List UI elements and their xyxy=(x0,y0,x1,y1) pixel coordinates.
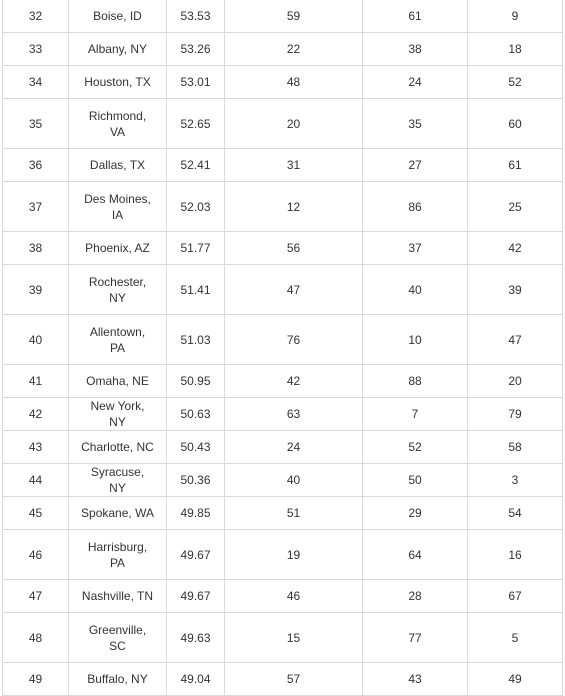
metric-c-cell: 5 xyxy=(468,613,563,663)
table-row xyxy=(3,613,563,663)
table-row xyxy=(3,33,563,66)
metric-b-cell: 35 xyxy=(363,99,468,149)
metric-b-cell: 77 xyxy=(363,613,468,663)
metric-c-cell: 54 xyxy=(468,497,563,530)
metric-c-cell: 47 xyxy=(468,315,563,365)
metric-b-cell: 28 xyxy=(363,580,468,613)
table-row xyxy=(3,365,563,398)
table-row xyxy=(3,431,563,464)
metric-c-cell: 20 xyxy=(468,365,563,398)
metric-c-cell: 67 xyxy=(468,580,563,613)
city-cell: Boise, ID xyxy=(69,0,167,33)
rank-cell: 45 xyxy=(3,497,69,530)
score-cell: 49.85 xyxy=(167,497,225,530)
metric-a-cell: 31 xyxy=(225,149,363,182)
rank-cell: 35 xyxy=(3,99,69,149)
metric-b-cell: 64 xyxy=(363,530,468,580)
city-cell: Phoenix, AZ xyxy=(69,232,167,265)
rank-cell: 36 xyxy=(3,149,69,182)
metric-b-cell: 24 xyxy=(363,66,468,99)
metric-b-cell: 50 xyxy=(363,464,468,497)
city-cell: Syracuse, NY xyxy=(69,464,167,497)
metric-a-cell: 56 xyxy=(225,232,363,265)
rank-cell: 42 xyxy=(3,398,69,431)
score-cell: 53.53 xyxy=(167,0,225,33)
score-cell: 52.41 xyxy=(167,149,225,182)
score-cell: 49.63 xyxy=(167,613,225,663)
city-cell: Buffalo, NY xyxy=(69,663,167,696)
metric-a-cell: 59 xyxy=(225,0,363,33)
metric-c-cell: 79 xyxy=(468,398,563,431)
metric-b-cell: 10 xyxy=(363,315,468,365)
metric-a-cell: 51 xyxy=(225,497,363,530)
score-cell: 52.03 xyxy=(167,182,225,232)
metric-a-cell: 22 xyxy=(225,33,363,66)
rank-cell: 48 xyxy=(3,613,69,663)
city-cell: Des Moines, IA xyxy=(69,182,167,232)
metric-b-cell: 27 xyxy=(363,149,468,182)
table-row xyxy=(3,580,563,613)
city-cell: Charlotte, NC xyxy=(69,431,167,464)
rank-cell: 46 xyxy=(3,530,69,580)
table-row xyxy=(3,497,563,530)
metric-c-cell: 16 xyxy=(468,530,563,580)
metric-b-cell: 43 xyxy=(363,663,468,696)
city-cell: Albany, NY xyxy=(69,33,167,66)
city-cell: Harrisburg, PA xyxy=(69,530,167,580)
rank-cell: 39 xyxy=(3,265,69,315)
city-cell: Nashville, TN xyxy=(69,580,167,613)
metric-a-cell: 46 xyxy=(225,580,363,613)
table-row xyxy=(3,149,563,182)
metric-b-cell: 7 xyxy=(363,398,468,431)
city-cell: New York, NY xyxy=(69,398,167,431)
metric-b-cell: 38 xyxy=(363,33,468,66)
score-cell: 50.95 xyxy=(167,365,225,398)
metric-b-cell: 29 xyxy=(363,497,468,530)
city-cell: Richmond, VA xyxy=(69,99,167,149)
score-cell: 52.65 xyxy=(167,99,225,149)
score-cell: 51.03 xyxy=(167,315,225,365)
score-cell: 53.01 xyxy=(167,66,225,99)
metric-a-cell: 40 xyxy=(225,464,363,497)
metric-a-cell: 15 xyxy=(225,613,363,663)
table-row xyxy=(3,265,563,315)
metric-a-cell: 24 xyxy=(225,431,363,464)
rank-cell: 33 xyxy=(3,33,69,66)
rank-cell: 40 xyxy=(3,315,69,365)
rank-cell: 37 xyxy=(3,182,69,232)
city-cell: Dallas, TX xyxy=(69,149,167,182)
ranking-table-container xyxy=(2,0,562,696)
table-row xyxy=(3,232,563,265)
rank-cell: 44 xyxy=(3,464,69,497)
table-row xyxy=(3,530,563,580)
score-cell: 51.77 xyxy=(167,232,225,265)
metric-c-cell: 52 xyxy=(468,66,563,99)
rank-cell: 49 xyxy=(3,663,69,696)
score-cell: 49.67 xyxy=(167,580,225,613)
rank-cell: 43 xyxy=(3,431,69,464)
metric-a-cell: 76 xyxy=(225,315,363,365)
metric-a-cell: 19 xyxy=(225,530,363,580)
score-cell: 50.43 xyxy=(167,431,225,464)
metric-b-cell: 40 xyxy=(363,265,468,315)
metric-a-cell: 57 xyxy=(225,663,363,696)
metric-a-cell: 47 xyxy=(225,265,363,315)
table-row xyxy=(3,663,563,696)
score-cell: 50.36 xyxy=(167,464,225,497)
city-cell: Greenville, SC xyxy=(69,613,167,663)
table-body xyxy=(3,0,563,696)
metric-c-cell: 49 xyxy=(468,663,563,696)
metric-c-cell: 58 xyxy=(468,431,563,464)
table-row xyxy=(3,315,563,365)
metric-a-cell: 42 xyxy=(225,365,363,398)
metric-a-cell: 63 xyxy=(225,398,363,431)
metric-b-cell: 88 xyxy=(363,365,468,398)
table-row xyxy=(3,464,563,497)
metric-c-cell: 9 xyxy=(468,0,563,33)
rank-cell: 34 xyxy=(3,66,69,99)
city-cell: Omaha, NE xyxy=(69,365,167,398)
rank-cell: 41 xyxy=(3,365,69,398)
table-row xyxy=(3,66,563,99)
ranking-table xyxy=(2,0,563,696)
metric-c-cell: 18 xyxy=(468,33,563,66)
rank-cell: 38 xyxy=(3,232,69,265)
metric-c-cell: 25 xyxy=(468,182,563,232)
metric-a-cell: 12 xyxy=(225,182,363,232)
city-cell: Spokane, WA xyxy=(69,497,167,530)
metric-b-cell: 52 xyxy=(363,431,468,464)
metric-c-cell: 61 xyxy=(468,149,563,182)
score-cell: 49.04 xyxy=(167,663,225,696)
rank-cell: 47 xyxy=(3,580,69,613)
table-row xyxy=(3,398,563,431)
metric-b-cell: 61 xyxy=(363,0,468,33)
rank-cell: 32 xyxy=(3,0,69,33)
table-row xyxy=(3,99,563,149)
metric-b-cell: 86 xyxy=(363,182,468,232)
city-cell: Houston, TX xyxy=(69,66,167,99)
metric-c-cell: 42 xyxy=(468,232,563,265)
metric-c-cell: 3 xyxy=(468,464,563,497)
metric-b-cell: 37 xyxy=(363,232,468,265)
score-cell: 50.63 xyxy=(167,398,225,431)
score-cell: 53.26 xyxy=(167,33,225,66)
metric-a-cell: 48 xyxy=(225,66,363,99)
table-row xyxy=(3,0,563,33)
city-cell: Rochester, NY xyxy=(69,265,167,315)
score-cell: 49.67 xyxy=(167,530,225,580)
metric-c-cell: 60 xyxy=(468,99,563,149)
score-cell: 51.41 xyxy=(167,265,225,315)
metric-a-cell: 20 xyxy=(225,99,363,149)
city-cell: Allentown, PA xyxy=(69,315,167,365)
metric-c-cell: 39 xyxy=(468,265,563,315)
table-row xyxy=(3,182,563,232)
